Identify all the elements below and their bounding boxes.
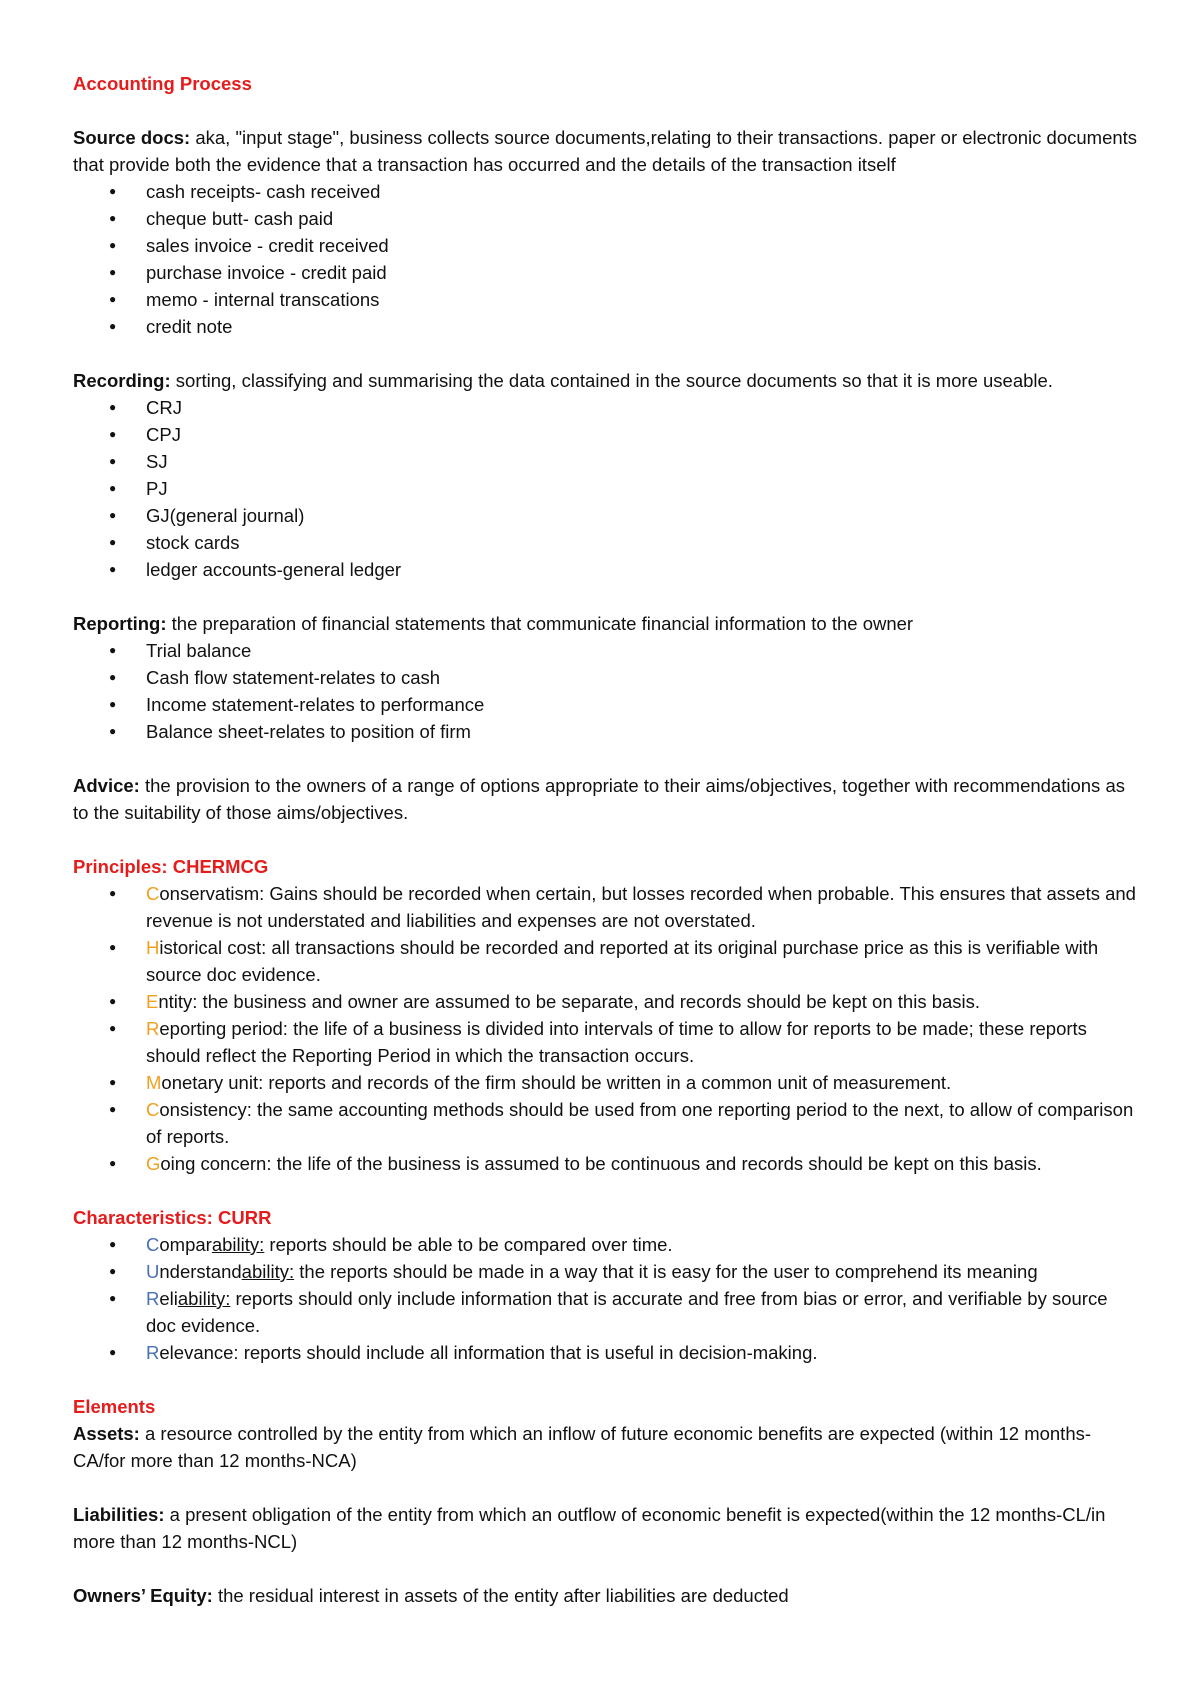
liabilities-label: Liabilities: <box>73 1504 165 1525</box>
source-docs-text: aka, "input stage", business collects source documents,relating to their transactions. paper or electronic documents that provide both the evidence that a transaction has occurred and the details of the transaction itself <box>73 127 1138 175</box>
characteristics-heading: Characteristics: CURR <box>73 1207 272 1228</box>
item-text: eporting period: the life of a business is divided into intervals of time to allow for reports to be made; these reports should reflect the Reporting Period in which the transaction occurs. <box>146 1018 1087 1066</box>
underlined-text: ability: <box>211 1234 265 1255</box>
list-item: ● sales invoice - credit received <box>73 232 1140 259</box>
list-item: ● CPJ <box>73 421 1140 448</box>
recording-label: Recording: <box>73 370 171 391</box>
list-item: ● Income statement-relates to performance <box>73 691 1140 718</box>
list-item: ● cash receipts- cash received <box>73 178 1140 205</box>
item-text-mid: ompar <box>159 1234 212 1255</box>
source-docs-list <box>73 178 1140 340</box>
list-item <box>73 1285 1140 1339</box>
list-item <box>73 1096 1140 1150</box>
list-item <box>73 1231 1140 1258</box>
list-item: ● PJ <box>73 475 1140 502</box>
underlined-text: ability: <box>177 1288 231 1309</box>
reporting-list <box>73 637 1140 745</box>
list-item: ● purchase invoice - credit paid <box>73 259 1140 286</box>
list-item <box>73 934 1140 988</box>
equity-text: the residual interest in assets of the entity after liabilities are deducted <box>212 1585 789 1606</box>
characteristics-list <box>73 1231 1140 1366</box>
item-text-mid: nderstand <box>159 1261 242 1282</box>
list-item: ● credit note <box>73 313 1140 340</box>
list-item <box>73 1069 1140 1096</box>
page-title: Accounting Process <box>73 73 252 94</box>
recording-text: sorting, classifying and summarising the data contained in the source documents so that it is more useable. <box>170 370 1053 391</box>
item-text: oing concern: the life of the business is assumed to be continuous and records should be kept on this basis. <box>160 1153 1042 1174</box>
list-item <box>73 988 1140 1015</box>
underlined-text: ability: <box>241 1261 295 1282</box>
item-text: onsistency: the same accounting methods should be used from one reporting period to the next, to allow of comparison of reports. <box>146 1099 1134 1147</box>
source-docs-label: Source docs: <box>73 127 191 148</box>
source-docs-paragraph <box>73 124 1140 178</box>
advice-label: Advice: <box>73 775 140 796</box>
list-item: ● memo - internal transcations <box>73 286 1140 313</box>
list-item: ● GJ(general journal) <box>73 502 1140 529</box>
item-text-mid: elevance: reports should include all information that is useful in decision-making. <box>159 1342 818 1363</box>
initial-letter: C <box>146 883 160 904</box>
list-item: ● Cash flow statement-relates to cash <box>73 664 1140 691</box>
assets-text: a resource controlled by the entity from which an inflow of future economic benefits are expected (within 12 months-CA/for more than 12 months-NCA) <box>73 1423 1092 1471</box>
reporting-paragraph <box>73 610 1140 637</box>
item-text: onservatism: Gains should be recorded when certain, but losses recorded when probable. This ensures that assets and revenue is not understated and liabilities and expenses are not overstated. <box>146 883 1136 931</box>
item-text: reports should be able to be compared over time. <box>264 1234 673 1255</box>
initial-letter: C <box>146 1099 160 1120</box>
initial-letter: R <box>146 1018 160 1039</box>
liabilities-text: a present obligation of the entity from which an outflow of economic benefit is expected(within the 12 months-CL/in more than 12 months-NCL) <box>73 1504 1106 1552</box>
initial-letter: C <box>146 1234 160 1255</box>
initial-letter: U <box>146 1261 160 1282</box>
initial-letter: R <box>146 1288 160 1309</box>
list-item <box>73 880 1140 934</box>
reporting-text: the preparation of financial statements that communicate financial information to the owner <box>166 613 914 634</box>
list-item: ● CRJ <box>73 394 1140 421</box>
list-item: ● Balance sheet-relates to position of firm <box>73 718 1140 745</box>
list-item <box>73 1015 1140 1069</box>
initial-letter: E <box>146 991 159 1012</box>
principles-list <box>73 880 1140 1177</box>
liabilities-paragraph <box>73 1501 1140 1555</box>
initial-letter: M <box>146 1072 162 1093</box>
item-text: reports should only include information that is accurate and free from bias or error, and verifiable by source doc evidence. <box>146 1288 1108 1336</box>
initial-letter: R <box>146 1342 160 1363</box>
list-item <box>73 1258 1140 1285</box>
recording-paragraph <box>73 367 1140 394</box>
equity-label: Owners’ Equity: <box>73 1585 213 1606</box>
advice-paragraph <box>73 772 1140 826</box>
elements-heading: Elements <box>73 1396 156 1417</box>
item-text-mid: eli <box>159 1288 178 1309</box>
assets-label: Assets: <box>73 1423 140 1444</box>
principles-heading: Principles: CHERMCG <box>73 856 269 877</box>
list-item: ● ledger accounts-general ledger <box>73 556 1140 583</box>
list-item: ● Trial balance <box>73 637 1140 664</box>
list-item <box>73 1339 1140 1366</box>
list-item: ● stock cards <box>73 529 1140 556</box>
recording-list <box>73 394 1140 583</box>
list-item: ● cheque butt- cash paid <box>73 205 1140 232</box>
assets-paragraph <box>73 1420 1140 1474</box>
item-text: ntity: the business and owner are assumed to be separate, and records should be kept on this basis. <box>158 991 981 1012</box>
item-text: the reports should be made in a way that it is easy for the user to comprehend its meaning <box>294 1261 1038 1282</box>
list-item: ● SJ <box>73 448 1140 475</box>
equity-paragraph <box>73 1582 1140 1609</box>
list-item <box>73 1150 1140 1177</box>
item-text: onetary unit: reports and records of the firm should be written in a common unit of measurement. <box>161 1072 952 1093</box>
initial-letter: G <box>146 1153 161 1174</box>
item-text: istorical cost: all transactions should be recorded and reported at its original purchase price as this is verifiable with source doc evidence. <box>146 937 1099 985</box>
reporting-label: Reporting: <box>73 613 167 634</box>
initial-letter: H <box>146 937 160 958</box>
advice-text: the provision to the owners of a range of options appropriate to their aims/objectives, together with recommendations as to the suitability of those aims/objectives. <box>73 775 1125 823</box>
